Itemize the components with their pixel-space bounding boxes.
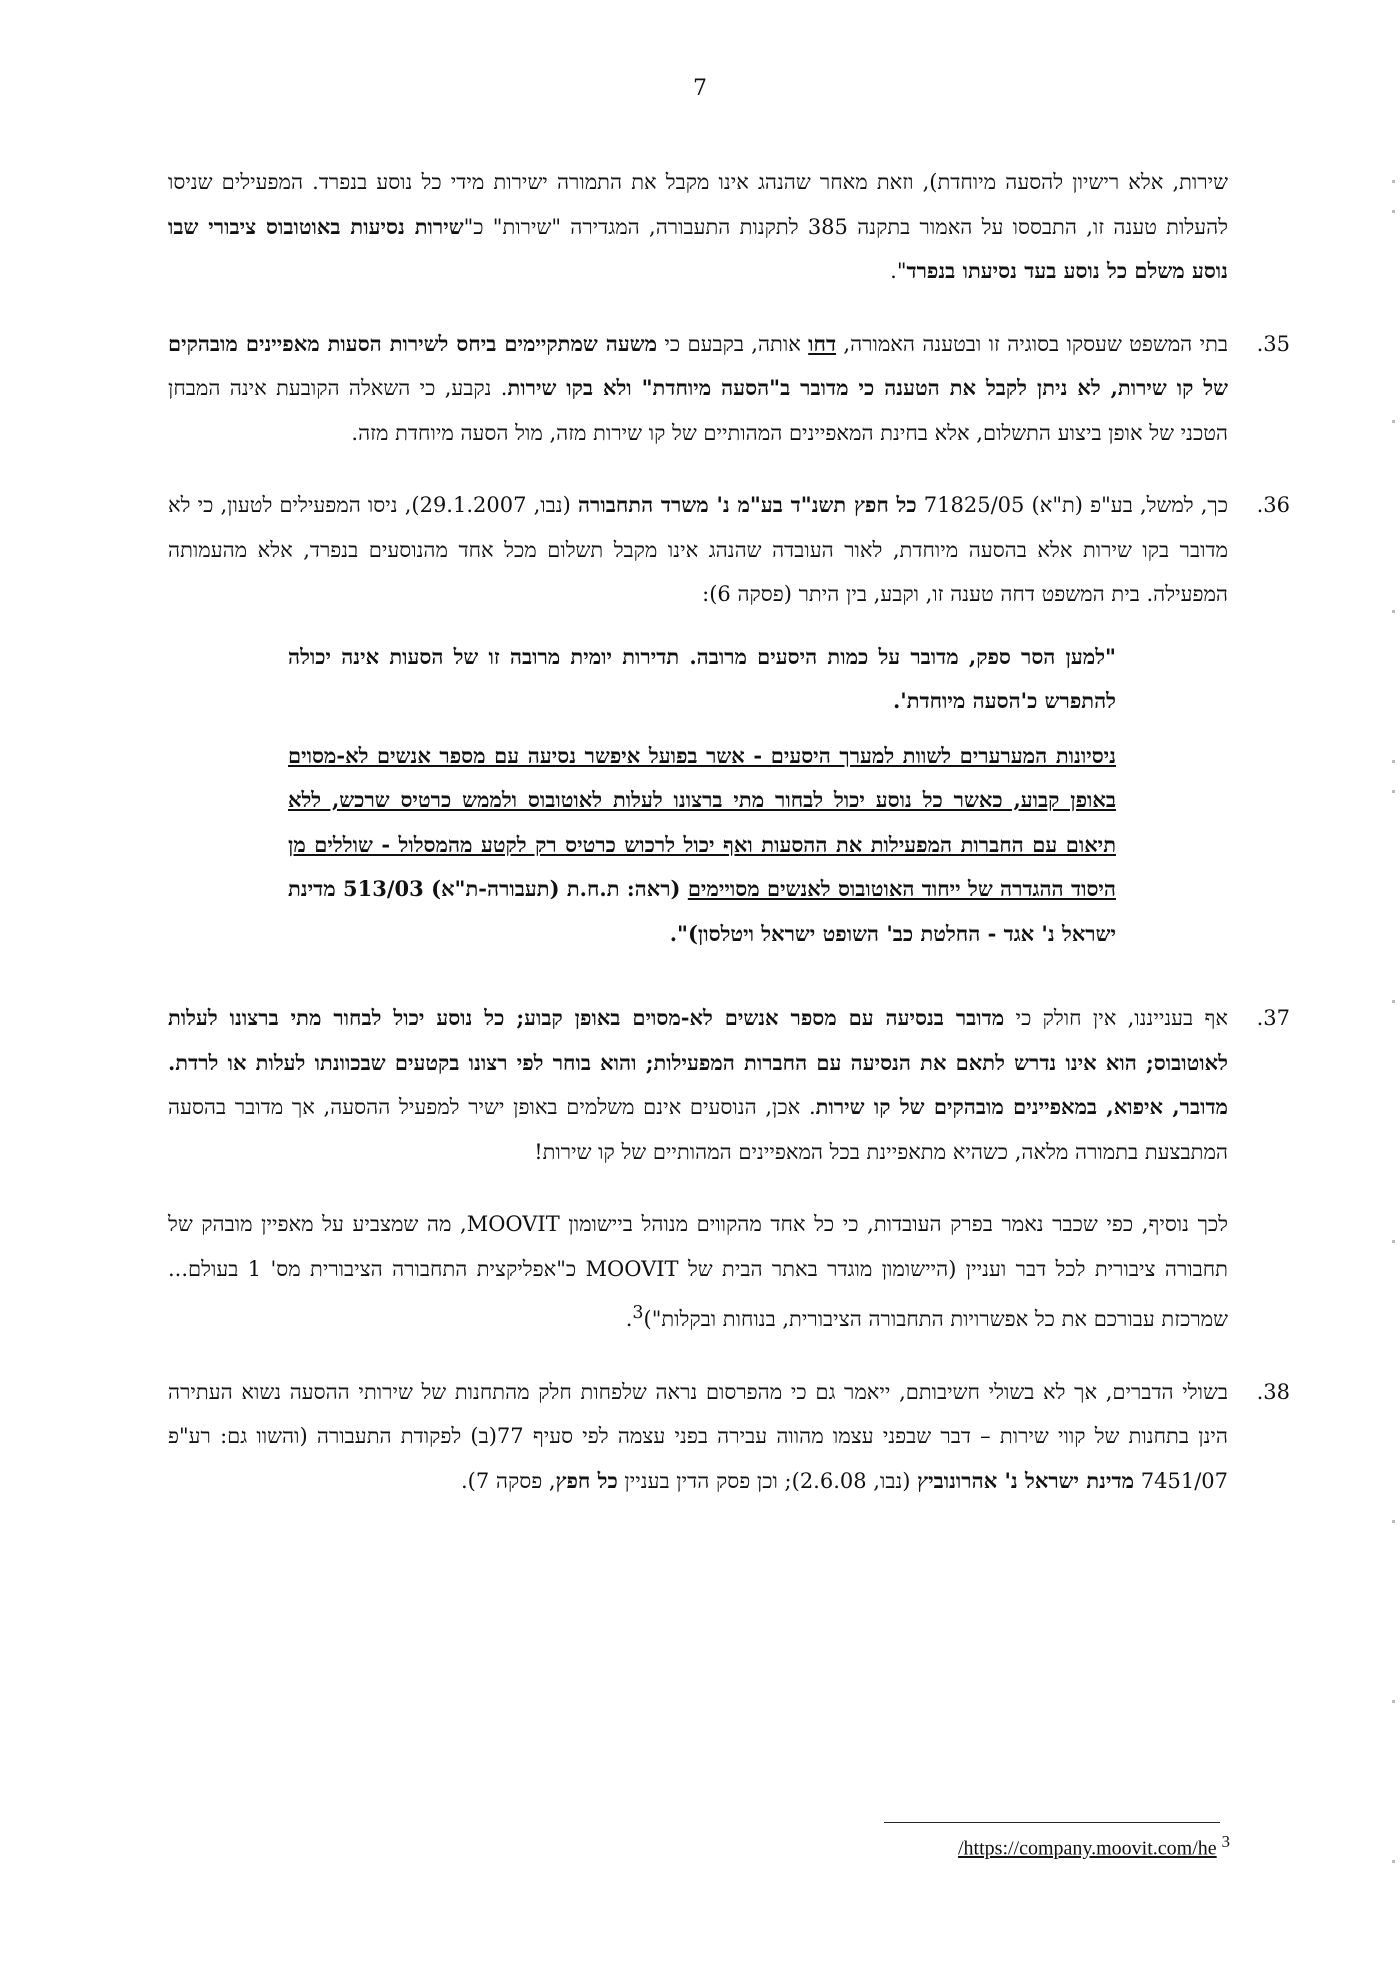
emphasis-text: כל חפץ תשנ"ד בע"מ נ' משרד התחבורה [577,492,917,517]
footnote-separator [884,1822,1220,1823]
quote-text: ניסיונות המערערים לשוות למערך היסעים - אשר בפועל איפשר נסיעה עם מספר אנשים לא-מסוים באופן קבוע, כאשר כל נוסע יכול לבחור מתי ברצונו לעלות לאוטובוס ולממש כרטיס שרכש, ללא תיאום עם החברות המפעילות את ההסעות ואף יכול לרכוש כרטיס רק לקטע מהמסלול - שוללים מן היסוד ההגדרה של ייחוד האוטובוס לאנשים מסויימים [288,742,1116,901]
document-body [168,160,1290,1503]
emphasis-text: משעה שמתקיימים ביחס לשירות הסעות מאפיינים מובהקים של קו שירות, לא ניתן לקבל את הטענה כי מדובר ב"הסעה מיוחדת" ולא בקו שירות [168,330,1228,400]
emphasis-text: מדינת ישראל נ' אהרונוביץ [917,1467,1135,1493]
paragraphs-after-quote [168,996,1290,1503]
body-text: שירות, אלא רישיון להסעה מיוחדת), וזאת מאחר שהנהג אינו מקבל את התמורה ישירות מידי כל נוסע בנפרד. המפעילים שניסו להעלות טענה זו, התבססו על האמור בתקנה 385 לתקנות התעבורה, המגדירה "שירות" כ" [168,170,1228,239]
body-text: בתי המשפט שעסקו בסוגיה זו ובטענה האמורה, [836,331,1229,356]
body-text: לכך נוסיף, כפי שכבר נאמר בפרק העובדות, כי כל אחד מהקווים מנוהל ביישומון MOOVIT, מה שמצביע על מאפיין מובהק של תחבורה ציבורית לכל דבר ועניין (היישומון מוגדר באתר הבית של MOOVIT כ"אפליקצית התחבורה הציבורית מס' 1 בעולם... שמרכזת עבורכם את כל אפשרויות התחבורה הציבורית, בנוחות ובקלות") [168,1212,1228,1331]
emphasis-text: שירות נסיעות באוטובוס ציבורי שבו נוסע משלם כל נוסע בעד נסיעתו בנפרד [168,213,1228,283]
paragraph-p36 [168,483,1290,617]
paragraph-p35 [168,322,1290,456]
paragraph-number: .37 [1256,1006,1290,1030]
paragraph-number: .36 [1256,493,1290,517]
footnote-link[interactable]: https://company.moovit.com/he/ [957,1837,1217,1860]
body-text: כך, למשל, בע"פ (ת"א) 71825/05 [916,493,1228,517]
paragraph-p37 [168,996,1290,1174]
body-text: . [625,1307,633,1331]
emphasis-text: כל חפץ [555,1467,618,1493]
body-text: (נבו, 29.1.2007), ניסו המפעילים לטעון, כי לא מדובר בקו שירות אלא בהסעה מיוחדת, לאור העובדה שהנהג אינו מקבל תשלום מכל אחד מהנוסעים בנפרד, אלא מהעמותה המפעילה. בית המשפט דחה טענה זו, וקבע, בין היתר (פסקה 6): [168,493,1228,606]
paragraph-intro [168,160,1228,294]
body-text: . נקבע, כי השאלה הקובעת אינה המבחן הטכני של אופן ביצוע התשלום, אלא בחינת המאפיינים המהותיים של קו שירות מזה, מול הסעה מיוחדת מזה. [168,376,1228,445]
body-text: אף בענייננו, אין חולק כי [1004,1006,1228,1030]
body-text: . אכן, הנוסעים אינם משלמים באופן ישיר למפעיל ההסעה, אך מדובר בהסעה המתבצעת בתמורה מלאה, כשהיא מתאפיינת בכל המאפיינים המהותיים של קו שירות! [168,1095,1228,1164]
page-number: 7 [693,76,707,101]
paragraphs-before-quote [168,160,1290,617]
emphasis-text: מדובר בנסיעה עם מספר אנשים לא-מסוים באופן קבוע; כל נוסע יכול לבחור מתי ברצונו לעלות לאוטובוס; הוא אינו נדרש לתאם את הנסיעה עם החברות המפעילות; והוא בוחר לפי רצונו בקטעים שבכוונתו לעלות או לרדת. מדובר, איפוא, במאפיינים מובהקים של קו שירות [168,1005,1228,1119]
body-text: בשולי הדברים, אך לא בשולי חשיבותם, ייאמר גם כי מהפרסום נראה שלפחות חלק מהתחנות של שירותי ההסעה נשוא העתירה הינן בתחנות של קווי שירות – דבר שבפני עצמו מהווה עבירה בפני עצמה לפי סעיף 77(ב) לפקודת התעבורה (והשוו גם: רע"פ 7451/07 [168,1379,1228,1493]
quote-text: (ראה: ת.ח.ת (תעבורה-ת"א) 513/03 מדינת ישראל נ' אגד - החלטת כב' השופט ישראל ויטלסון)". [288,876,1116,946]
body-text: (נבו, 2.6.08); וכן פסק הדין בעניין [617,1468,918,1493]
body-text: אותה, בקבעם כי [657,331,809,356]
quote-q1 [288,635,1116,724]
body-text: ". [890,259,907,283]
scan-edge-marks [1390,0,1400,1980]
footnote [900,1832,1230,1861]
paragraph-number: .35 [1256,331,1290,356]
quote-text: "למען הסר ספק, מדובר על כמות היסעים מרובה. תדירות יומית מרובה זו של הסעות אינה יכולה להתפרש כ'הסעה מיוחדת'. [288,643,1116,713]
emphasis-text: דחו [808,330,837,356]
quote-q2 [288,734,1116,957]
footnote-marker: 3 [1221,1832,1230,1851]
body-text: , פסקה 7). [461,1468,556,1493]
block-quote [168,635,1228,957]
paragraph-p38 [168,1370,1290,1504]
paragraph-p37b [168,1202,1228,1342]
paragraph-number: .38 [1256,1379,1290,1404]
footnote-ref: 3 [632,1303,644,1323]
